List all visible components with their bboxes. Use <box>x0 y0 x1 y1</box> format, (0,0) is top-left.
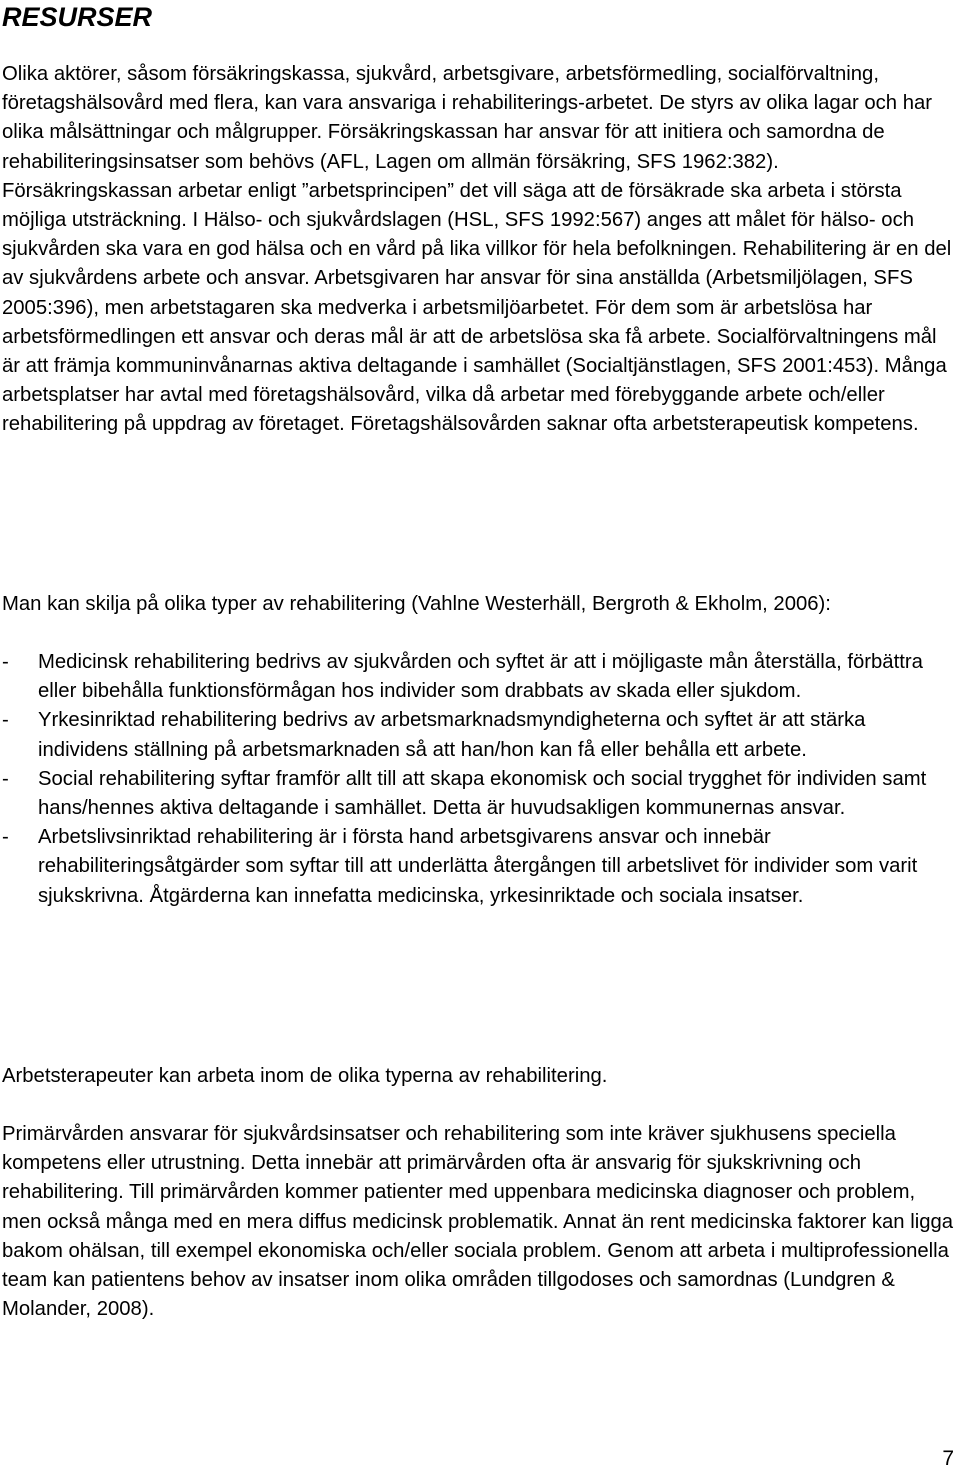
page-number: 7 <box>942 1447 954 1470</box>
list-dash: - <box>2 826 9 849</box>
paragraph-actors: Olika aktörer, såsom försäkringskassa, sjukvård, arbetsgivare, arbetsförmedling, socialförvaltning, företagshälsovård med flera, kan vara ansvariga i rehabiliterings-arbetet. De styrs av olika lagar och har olika målsättningar och målgrupper. Försäkringskassan har ansvar för att initiera och samordna de rehabiliteringsinsatser som behövs (AFL, Lagen om allmän försäkring, SFS 1962:382). Försäkringskassan arbetar enligt ”arbetsprincipen” det vill säga att de försäkrade ska arbeta i största möjliga utsträckning. I Hälso- och sjukvårdslagen (HSL, SFS 1992:567) anges att målet för hälso- och sjukvården ska vara en god hälsa och en vård på lika villkor för hela befolkningen. Rehabilitering är en del av sjukvårdens arbete och ansvar. Arbetsgivaren har ansvar för sina anställda (Arbetsmiljölagen, SFS 2005:396), men arbetstagaren ska medverka i arbetsmiljöarbetet. För dem som är arbetslösa har arbetsförmedlingen ett ansvar och deras mål är att de arbetslösa ska få arbete. Socialförvaltningens mål är att främja kommuninvånarnas aktiva deltagande i samhället (Socialtjänstlagen, SFS 2001:453). Många arbetsplatser har avtal med företagshälsovård, vilka då arbetar med förebyggande arbete och/eller rehabilitering på uppdrag av företaget. Företagshälsovården saknar ofta arbetsterapeutisk kompetens. <box>2 63 952 436</box>
rehab-types-list <box>2 648 954 911</box>
list-dash: - <box>2 651 9 673</box>
section-heading: RESURSER <box>2 2 153 32</box>
paragraph-occupational-therapists: Arbetsterapeuter kan arbeta inom de olika typerna av rehabilitering. <box>2 1065 608 1087</box>
list-item <box>2 765 954 823</box>
list-dash: - <box>2 709 9 732</box>
list-item <box>2 823 954 911</box>
list-item <box>2 706 954 764</box>
list-dash: - <box>2 767 9 790</box>
list-item-text: Arbetslivsinriktad rehabilitering är i första hand arbetsgivarens ansvar och innebär rehabiliteringsåtgärder som syftar till att underlätta återgången till arbetslivet för individer som varit sjukskrivna. Åtgärderna kan innefatta medicinska, yrkesinriktade och sociala insatser. <box>38 826 918 907</box>
paragraph-primary-care: Primärvården ansvarar för sjukvårdsinsatser och rehabilitering som inte kräver sjukhusens speciella kompetens eller utrustning. Detta innebär att primärvården ofta är ansvarig för sjukskrivning och rehabilitering. Till primärvården kommer patienter med uppenbara medicinska diagnoser och problem, men också många med en mera diffus medicinsk problematik. Annat än rent medicinska faktorer kan ligga bakom ohälsan, till exempel ekonomiska och/eller sociala problem. Genom att arbeta i multiprofessionella team kan patientens behov av insatser inom olika områden tillgodoses och samordnas (Lundgren & Molander, 2008). <box>2 1123 954 1321</box>
paragraph-rehab-types-intro: Man kan skilja på olika typer av rehabilitering (Vahlne Westerhäll, Bergroth & Ekholm, 2006): <box>2 593 831 615</box>
list-item-text: Medicinsk rehabilitering bedrivs av sjukvården och syftet är att i möjligaste mån återställa, förbättra eller bibehålla funktionsförmågan hos individer som drabbats av skada eller sjukdom. <box>38 651 923 703</box>
list-item-text: Social rehabilitering syftar framför allt till att skapa ekonomisk och social trygghet för individen samt hans/hennes aktiva deltagande i samhället. Detta är huvudsakligen kommunernas ansvar. <box>38 767 927 820</box>
list-item-text: Yrkesinriktad rehabilitering bedrivs av arbetsmarknadsmyndigheterna och syftet är att stärka individens ställning på arbetsmarknaden så att han/hon kan få eller behålla ett arbete. <box>38 709 866 761</box>
list-item <box>2 648 954 706</box>
